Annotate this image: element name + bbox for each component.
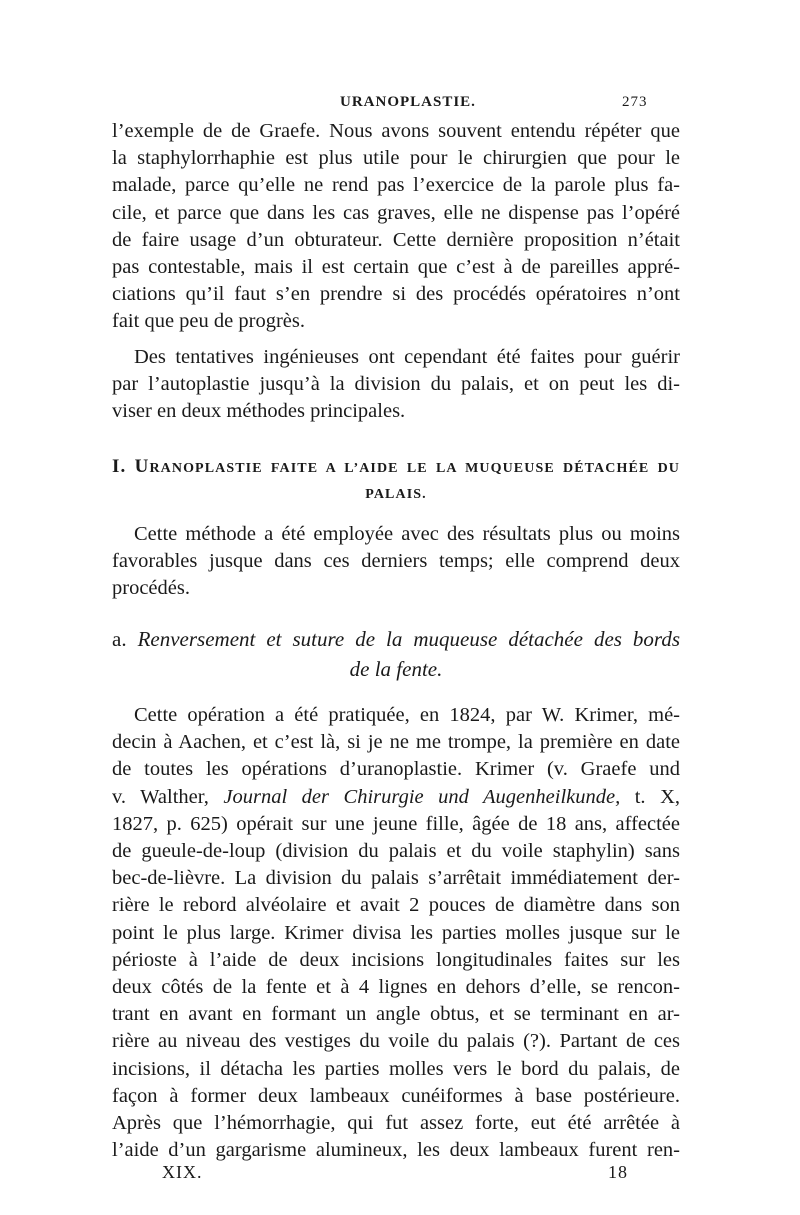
- section-heading-line-1: [112, 454, 680, 482]
- text-line: ciations qu’il faut s’en prendre si des procédés opératoires n’ont: [112, 283, 680, 306]
- text-line: deux côtés de la fente et à 4 lignes en dehors d’elle, se rencon-: [112, 976, 680, 999]
- subsection-label: a.: [112, 627, 127, 651]
- section-heading-line-2: PALAIS.: [365, 487, 427, 502]
- text-line: périoste à l’aide de deux incisions longitudinales faites sur les: [112, 948, 680, 971]
- text-line: par l’autoplastie jusqu’à la division du palais, et on peut les di-: [112, 373, 680, 396]
- text-line: de faire usage d’un obturateur. Cette dernière proposition n’était: [112, 228, 680, 251]
- subsection-heading: [112, 624, 680, 684]
- running-title: URANOPLASTIE.: [340, 94, 476, 110]
- gathering-number: 18: [608, 1162, 628, 1182]
- journal-title: Journal der Chirurgie und Augenheilkunde,: [223, 785, 621, 808]
- text-line: rière au niveau des vestiges du voile du palais (?). Partant de ces: [112, 1030, 680, 1053]
- text-line: cile, et parce que dans les cas graves, elle ne dispense pas l’opéré: [112, 201, 680, 224]
- text-line-with-citation: [112, 784, 680, 811]
- subsection-heading-line-2: de la fente.: [349, 657, 443, 681]
- section-numeral: I.: [112, 456, 127, 477]
- text-line: façon à former deux lambeaux cunéiformes à base postérieure.: [112, 1084, 680, 1107]
- text-line: rière le rebord alvéolaire et avait 2 pouces de diamètre dans son: [112, 894, 680, 917]
- subsection-heading-line-1: [112, 624, 680, 654]
- text-line: Cette méthode a été employée avec des résultats plus ou moins: [134, 523, 680, 545]
- paragraph-4: [112, 702, 680, 1164]
- text-line: bec-de-lièvre. La division du palais s’arrêtait immédiatement der-: [112, 867, 680, 890]
- text-line: de gueule-de-loup (division du palais et du voile staphylin) sans: [112, 840, 680, 863]
- citation-prefix: v. Walther,: [112, 785, 224, 808]
- text-line: l’exemple de de Graefe. Nous avons souvent entendu répéter que: [112, 120, 680, 142]
- citation-volume: t. X,: [620, 785, 680, 808]
- section-title-rest: RANOPLASTIE FAITE A L’AIDE LE LA MUQUEUSE DÉTACHÉE DU: [149, 461, 681, 476]
- text-line: decin à Aachen, et c’est là, si je ne me trompe, la première en date: [112, 731, 680, 754]
- paragraph-1: [112, 118, 680, 336]
- text-line: incisions, il détacha les parties molles vers le bord du palais, de: [112, 1057, 680, 1080]
- text-line: de toutes les opérations d’uranoplastie. Krimer (v. Graefe und: [112, 758, 680, 781]
- subsection-title: Renversement et suture de la muqueuse détachée des bords: [137, 627, 680, 651]
- paragraph-3: [112, 521, 680, 603]
- text-line: Des tentatives ingénieuses ont cependant été faites pour guérir: [134, 346, 680, 368]
- text-line: procédés.: [112, 577, 190, 600]
- text-line: Après que l’hémorrhagie, qui fut assez forte, eut été arrêtée à: [112, 1112, 680, 1135]
- text-line: malade, parce qu’elle ne rend pas l’exercice de la parole plus fa-: [112, 174, 680, 197]
- paragraph-2: [112, 344, 680, 426]
- text-line: la staphylorrhaphie est plus utile pour le chirurgien que pour le: [112, 147, 680, 170]
- text-line: 1827, p. 625) opérait sur une jeune fille, âgée de 18 ans, affectée: [112, 812, 680, 835]
- text-line: viser en deux méthodes principales.: [112, 400, 406, 423]
- text-line: fait que peu de progrès.: [112, 310, 305, 333]
- text-line: trant en avant en formant un angle obtus, et se terminant en ar-: [112, 1003, 680, 1026]
- text-line: favorables jusque dans ces derniers temps; elle comprend deux: [112, 550, 680, 573]
- section-heading: [112, 454, 680, 508]
- page-number: 273: [622, 94, 648, 110]
- text-line: l’aide d’un gargarisme alumineux, les deux lambeaux furent ren-: [112, 1139, 680, 1162]
- signature-mark: XIX.: [162, 1162, 203, 1182]
- text-line: Cette opération a été pratiquée, en 1824, par W. Krimer, mé-: [134, 704, 680, 726]
- text-line: pas contestable, mais il est certain que c’est à de pareilles appré-: [112, 256, 680, 279]
- text-line: point le plus large. Krimer divisa les parties molles jusque sur le: [112, 921, 680, 944]
- section-initial: U: [134, 456, 150, 477]
